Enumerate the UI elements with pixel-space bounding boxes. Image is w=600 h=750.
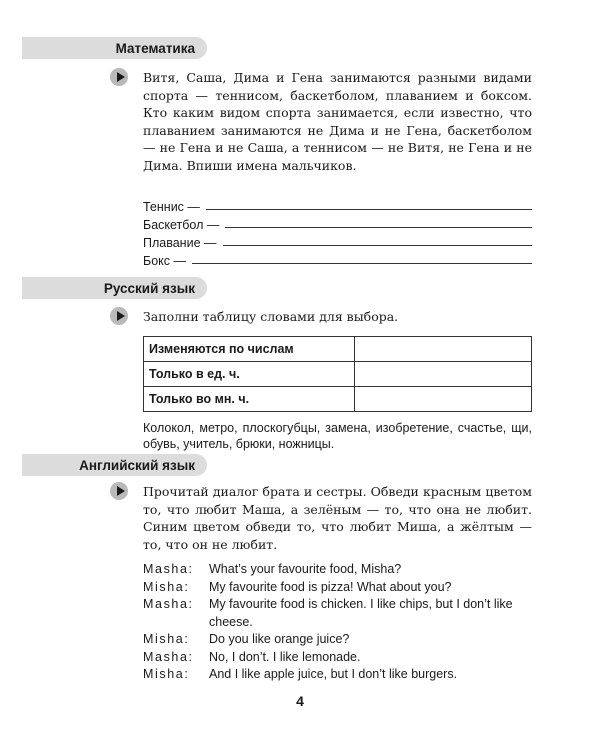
page-number: 4 — [296, 693, 304, 709]
section-tab-math — [22, 37, 207, 59]
play-icon[interactable] — [110, 68, 128, 86]
section-tab-label: Русский язык — [103, 280, 195, 296]
dialogue-line — [143, 579, 543, 597]
fill-label: Бокс — — [143, 254, 186, 268]
table-row — [144, 387, 532, 412]
dialogue — [143, 561, 543, 684]
fill-label: Теннис — — [143, 200, 200, 214]
english-task-text: Прочитай диалог брата и сестры. Обведи красным цветом то, что любит Маша, а зелёным — то, что она не любит. Синим цветом обведи то, что любит Миша, а жёлтым — то, что он не любит. — [143, 484, 532, 552]
dialogue-line — [143, 561, 543, 579]
speech: My favourite food is chicken. I like chips, but I don’t like cheese. — [209, 597, 513, 629]
dialogue-line — [143, 649, 543, 667]
fill-label: Баскетбол — — [143, 218, 220, 232]
speaker: Misha: — [143, 579, 190, 594]
section-tab-english — [22, 454, 207, 476]
answer-line[interactable] — [223, 244, 533, 246]
table-row-label: Только во мн. ч. — [144, 387, 355, 412]
speech: My favourite food is pizza! What about you? — [209, 579, 452, 594]
table-row-label: Только в ед. ч. — [144, 362, 355, 387]
table-row-label: Изменяются по числам — [144, 337, 355, 362]
answer-line[interactable] — [206, 208, 532, 210]
fill-line-tennis[interactable] — [143, 196, 532, 214]
answer-cell[interactable] — [355, 362, 532, 387]
speech: And I like apple juice, but I don’t like burgers. — [209, 667, 458, 681]
speech: What’s your favourite food, Misha? — [209, 562, 402, 576]
section-tab-label: Английский язык — [79, 457, 195, 473]
word-bank: Колокол, метро, плоскогубцы, замена, изобретение, счастье, щи, обувь, учитель, брюки, ножницы. — [143, 421, 532, 451]
play-icon[interactable] — [110, 307, 128, 325]
speaker: Misha: — [143, 667, 190, 681]
fill-line-swimming[interactable] — [143, 232, 532, 250]
math-task-text: Витя, Саша, Дима и Гена занимаются разными видами спорта — теннисом, баскетболом, плаванием и боксом. Кто каким видом спорта занимается, если известно, что плаванием занимаются не Дима и не Гена, баскетболом — не Гена и не Саша, а теннисом — не Витя, не Гена и не Дима. Впиши имена мальчиков. — [143, 70, 532, 173]
table-row — [144, 362, 532, 387]
answer-cell[interactable] — [355, 337, 532, 362]
fill-table — [143, 336, 532, 412]
dialogue-line — [143, 666, 543, 684]
answer-line[interactable] — [192, 262, 532, 264]
answer-cell[interactable] — [355, 387, 532, 412]
speaker: Masha: — [143, 562, 194, 576]
speaker: Masha: — [143, 597, 194, 611]
speaker: Misha: — [143, 632, 190, 646]
russian-task-text: Заполни таблицу словами для выбора. — [143, 309, 399, 324]
table-row — [144, 337, 532, 362]
speaker: Masha: — [143, 649, 194, 664]
speech: Do you like orange juice? — [209, 632, 350, 646]
play-icon[interactable] — [110, 482, 128, 500]
section-tab-russian — [22, 277, 207, 299]
answer-line[interactable] — [225, 226, 532, 228]
dialogue-line — [143, 631, 543, 649]
section-tab-label: Математика — [115, 40, 195, 56]
dialogue-line — [143, 596, 543, 631]
fill-label: Плавание — — [143, 236, 217, 250]
fill-line-boxing[interactable] — [143, 250, 532, 268]
speech: No, I don’t. I like lemonade. — [209, 649, 361, 664]
fill-line-basketball[interactable] — [143, 214, 532, 232]
